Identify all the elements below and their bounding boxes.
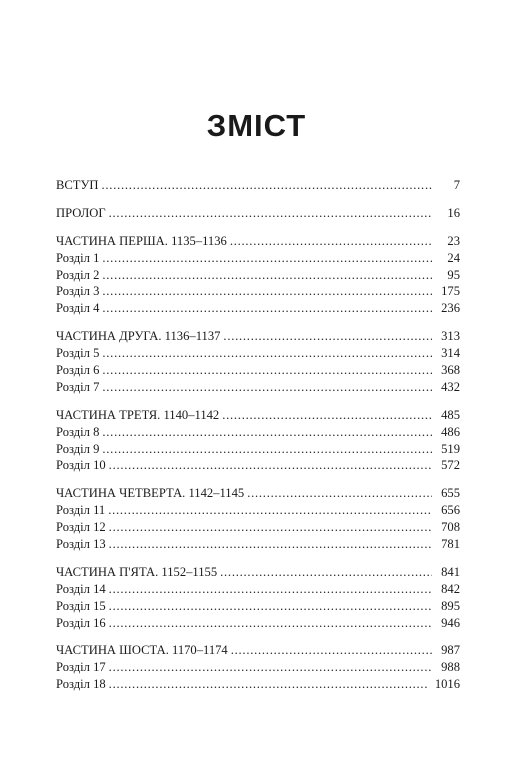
dot-leader [247,485,432,502]
toc-entry [56,345,460,362]
dot-leader [109,457,432,474]
toc-entry-page-number: 314 [441,346,460,361]
toc-entry-label: ЧАСТИНА ТРЕТЯ. 1140–1142 [56,407,220,422]
toc-entry-page-number: 946 [441,615,460,630]
toc-entry-page-number: 519 [441,441,460,456]
toc-part-entry [56,407,460,424]
toc-entry-page-number: 572 [441,458,460,473]
dot-leader [231,642,432,659]
toc-entry-page-number: 486 [441,424,460,439]
toc-entry-page-number: 236 [441,301,460,316]
dot-leader [109,615,432,632]
toc-entry [56,177,460,194]
toc-entry [56,598,460,615]
toc-entry-label: ЧАСТИНА ПЕРША. 1135–1136 [56,233,227,248]
dot-leader [102,345,432,362]
dot-leader [102,362,432,379]
dot-leader [102,300,432,317]
toc-entry [56,441,460,458]
toc-entry [56,536,460,553]
toc-entry-page-number: 895 [441,598,460,613]
toc-entry-page-number: 95 [447,267,460,282]
toc-entry-page-number: 988 [441,660,460,675]
toc-entry [56,267,460,284]
toc-entry-page-number: 313 [441,329,460,344]
dot-leader [102,283,432,300]
dot-leader [220,564,432,581]
toc-entry-page-number: 24 [447,250,460,265]
toc-entry-page-number: 656 [441,503,460,518]
toc-entry-label: ЧАСТИНА П'ЯТА. 1152–1155 [56,564,218,579]
toc-entry-label: Розділ 8 [56,424,100,439]
dot-leader [102,424,432,441]
toc-entry-label: Розділ 6 [56,363,100,378]
toc-group [56,233,460,317]
toc-entry-label: Розділ 13 [56,537,106,552]
toc-entry [56,205,460,222]
page-title: ЗМІСТ [206,108,307,143]
toc-part-entry [56,233,460,250]
toc-entry-label: Розділ 7 [56,379,100,394]
dot-leader [222,407,432,424]
dot-leader [108,502,432,519]
toc-entry-label: Розділ 14 [56,581,106,596]
dot-leader [109,598,432,615]
toc-group [56,642,460,693]
toc-entry [56,676,460,693]
toc-entry-page-number: 781 [441,537,460,552]
toc-entry [56,502,460,519]
toc-group [56,485,460,553]
toc-entry [56,615,460,632]
dot-leader [102,267,432,284]
toc-entry [56,424,460,441]
toc-entry-label: Розділ 11 [56,503,106,518]
toc-part-entry [56,485,460,502]
toc-entry-page-number: 1016 [434,677,460,692]
toc-entry-label: Розділ 10 [56,458,106,473]
dot-leader [109,676,429,693]
dot-leader [109,581,432,598]
dot-leader [109,205,432,222]
toc-entry [56,659,460,676]
toc-entry-label: Розділ 17 [56,660,106,675]
toc-part-entry [56,564,460,581]
toc-entry-page-number: 368 [441,363,460,378]
toc-entry [56,300,460,317]
toc-entry-page-number: 175 [441,284,460,299]
toc-entry [56,581,460,598]
toc-entry-label: Розділ 9 [56,441,100,456]
toc-entry-label: Розділ 2 [56,267,100,282]
table-of-contents [56,177,460,704]
dot-leader [109,659,432,676]
toc-entry-label: Розділ 12 [56,520,106,535]
toc-part-entry [56,328,460,345]
toc-group [56,564,460,632]
toc-entry-page-number: 655 [441,486,460,501]
toc-entry-page-number: 708 [441,520,460,535]
toc-entry-label: Розділ 1 [56,250,100,265]
toc-entry-page-number: 23 [447,233,460,248]
dot-leader [230,233,432,250]
toc-entry-label: Розділ 3 [56,284,100,299]
toc-entry [56,379,460,396]
dot-leader [102,441,432,458]
toc-entry-page-number: 7 [453,178,460,192]
toc-entry-label: ЧАСТИНА ШОСТА. 1170–1174 [56,643,228,658]
toc-part-entry [56,642,460,659]
toc-entry-page-number: 842 [441,581,460,596]
toc-entry-label: Розділ 16 [56,615,106,630]
dot-leader [102,250,432,267]
toc-entry-label: ВСТУП [56,178,99,192]
toc-group [56,407,460,475]
toc-entry-label: ЧАСТИНА ЧЕТВЕРТА. 1142–1145 [56,486,245,501]
toc-entry-label: Розділ 18 [56,677,106,692]
toc-entry [56,283,460,300]
toc-group [56,328,460,396]
toc-entry [56,519,460,536]
dot-leader [109,519,432,536]
toc-entry-label: ЧАСТИНА ДРУГА. 1136–1137 [56,329,221,344]
dot-leader [102,177,432,194]
toc-entry-page-number: 432 [441,379,460,394]
toc-entry-label: Розділ 15 [56,598,106,613]
toc-group [56,177,460,194]
toc-entry-label: Розділ 4 [56,301,100,316]
toc-entry-label: Розділ 5 [56,346,100,361]
dot-leader [102,379,432,396]
toc-entry-page-number: 16 [447,205,460,220]
toc-entry-page-number: 485 [441,407,460,422]
toc-entry [56,457,460,474]
toc-entry-page-number: 841 [441,564,460,579]
dot-leader [109,536,432,553]
dot-leader [223,328,432,345]
toc-entry-page-number: 987 [441,643,460,658]
toc-entry [56,250,460,267]
toc-group [56,205,460,222]
toc-entry-label: ПРОЛОГ [56,205,106,220]
toc-entry [56,362,460,379]
